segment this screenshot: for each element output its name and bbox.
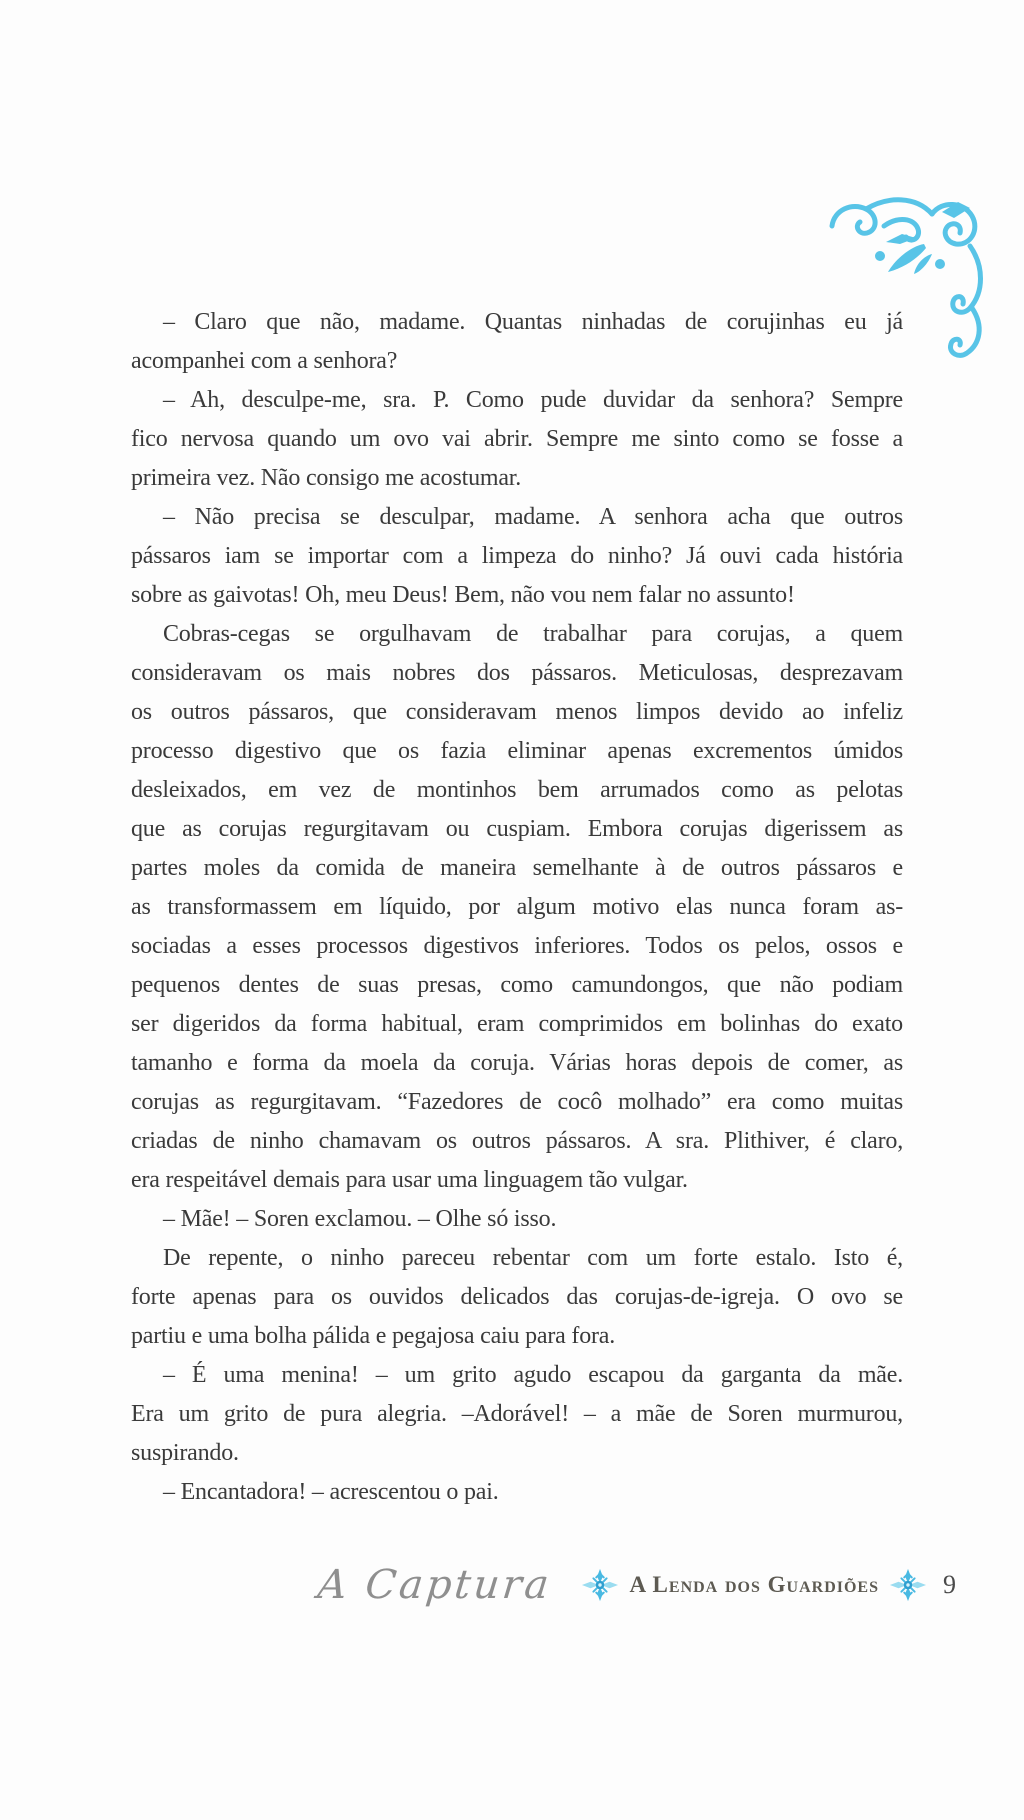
- text-line: – Encantadora! – acrescentou o pai.: [163, 1479, 499, 1505]
- text-line: sociadas a esses processos digestivos inferiores. Todos os pelos, ossos e: [131, 933, 903, 959]
- text-line: pequenos dentes de suas presas, como camundongos, que não podiam: [131, 972, 903, 998]
- text-line: pássaros iam se importar com a limpeza do ninho? Já ouvi cada história: [131, 543, 903, 569]
- text-line: partes moles da comida de maneira semelhante à de outros pássaros e: [131, 855, 903, 881]
- text-line: ser digeridos da forma habitual, eram comprimidos em bolinhas do exato: [131, 1011, 903, 1037]
- text-line: acompanhei com a senhora?: [131, 348, 398, 374]
- text-line: Cobras-cegas se orgulhavam de trabalhar para corujas, a quem: [163, 621, 903, 647]
- text-line: desleixados, em vez de montinhos bem arrumados como as pelotas: [131, 777, 903, 803]
- text-line: corujas as regurgitavam. “Fazedores de cocô molhado” era como muitas: [131, 1089, 903, 1115]
- text-line: partiu e uma bolha pálida e pegajosa caiu para fora.: [131, 1323, 616, 1349]
- text-line: – Ah, desculpe-me, sra. P. Como pude duvidar da senhora? Sempre: [163, 387, 903, 413]
- text-line: forte apenas para os ouvidos delicados das corujas-de-igreja. O ovo se: [131, 1284, 903, 1310]
- text-line: – É uma menina! – um grito agudo escapou da garganta da mãe.: [163, 1362, 903, 1388]
- series-title: A Lenda dos Guardiões: [629, 1572, 879, 1597]
- body-text: [131, 303, 903, 1512]
- text-line: os outros pássaros, que consideravam menos limpos devido ao infeliz: [131, 699, 903, 725]
- text-line: consideravam os mais nobres dos pássaros. Meticulosas, desprezavam: [131, 660, 903, 686]
- text-line: criadas de ninho chamavam os outros pássaros. A sra. Plithiver, é claro,: [131, 1128, 903, 1154]
- text-line: primeira vez. Não consigo me acostumar.: [131, 465, 522, 491]
- page-number: 9: [943, 1570, 956, 1599]
- text-line: Era um grito de pura alegria. –Adorável! – a mãe de Soren murmurou,: [131, 1401, 903, 1427]
- page-footer: [131, 1550, 956, 1620]
- text-line: De repente, o ninho pareceu rebentar com um forte estalo. Isto é,: [163, 1245, 903, 1271]
- text-line: tamanho e forma da moela da coruja. Várias horas depois de comer, as: [131, 1050, 903, 1076]
- text-line: processo digestivo que os fazia eliminar apenas excrementos úmidos: [131, 738, 903, 764]
- text-line: – Claro que não, madame. Quantas ninhadas de corujinhas eu já: [163, 309, 903, 335]
- book-title: A Captura: [315, 1562, 554, 1608]
- text-line: sobre as gaivotas! Oh, meu Deus! Bem, não vou nem falar no assunto!: [131, 582, 795, 608]
- text-line: que as corujas regurgitavam ou cuspiam. Embora corujas digerissem as: [131, 816, 903, 842]
- snowflake-icon: [889, 1566, 927, 1604]
- snowflake-icon: [581, 1566, 619, 1604]
- text-line: as transformassem em líquido, por algum motivo elas nunca foram as-: [131, 894, 903, 920]
- text-line: – Mãe! – Soren exclamou. – Olhe só isso.: [163, 1206, 557, 1232]
- text-line: era respeitável demais para usar uma linguagem tão vulgar.: [131, 1167, 688, 1193]
- text-line: – Não precisa se desculpar, madame. A senhora acha que outros: [163, 504, 903, 530]
- text-line: fico nervosa quando um ovo vai abrir. Sempre me sinto como se fosse a: [131, 426, 903, 452]
- text-line: suspirando.: [131, 1440, 239, 1466]
